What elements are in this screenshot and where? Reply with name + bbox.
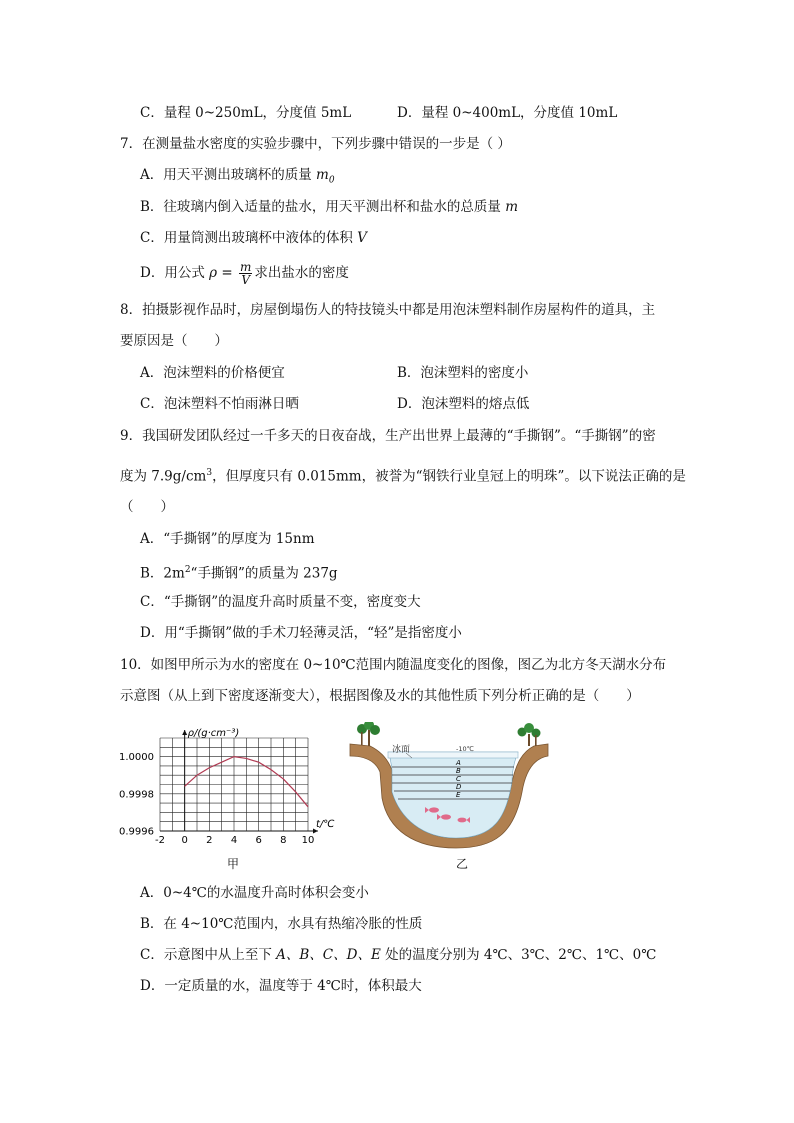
q8-option-c: C．泡沫塑料不怕雨淋日晒 [140,396,299,412]
tree-icon [357,722,380,746]
x-tick-label: 6 [255,835,262,846]
q7-option-b-text: B．往玻璃内倒入适量的盐水，用天平测出杯和盐水的总质量 [140,199,506,215]
q9-option-b-exponent: 2 [184,565,191,575]
q7-option-a [140,166,335,190]
q9-option-c: C．“手撕钢”的温度升高时质量不变，密度变大 [140,594,421,610]
chart-axes [160,730,318,834]
x-tick-label: 8 [280,835,287,846]
q7-option-d-suffix: 求出盐水的密度 [254,265,349,281]
q10-option-d: D．一定质量的水，温度等于 4℃时，体积最大 [140,978,422,994]
q7-option-d-prefix: D．用公式 [140,265,210,281]
lake-diagram [348,722,550,852]
q8-stem-line2: 要原因是（ ） [120,333,228,349]
q9-density-exponent: 3 [206,468,213,478]
q7-option-a-symbol: m [316,167,329,183]
tree-icon [518,723,541,746]
q9-stem-line2-rest: ，但厚度只有 0.015mm，被誉为“钢铁行业皇冠上的明珠”。以下说法正确的是 [212,468,686,485]
q10-option-a: A．0~4℃的水温度升高时体积会变小 [140,885,369,901]
q7-option-c-text: C．用量筒测出玻璃杯中液体的体积 [140,230,358,246]
q8-option-d: D．泡沫塑料的熔点低 [397,396,530,412]
q7-option-a-subscript: 0 [328,175,335,186]
q7-option-c-symbol: V [357,230,367,246]
x-tick-label: 2 [206,835,213,846]
fraction-numerator: m [239,260,252,274]
air-temperature-label: -10℃ [456,745,474,753]
q7-stem: 7．在测量盐水密度的实验步骤中，下列步骤中错误的一步是（ ） [120,136,511,152]
q7-option-d-fraction [239,261,252,286]
q9-stem-line1: 9．我国研发团队经过一千多天的日夜奋战，生产出世界上最薄的“手撕钢”。“手撕钢”的密 [120,428,656,444]
fraction-denominator: V [241,273,250,287]
q10-option-b: B．在 4~10℃范围内，水具有热缩冷胀的性质 [140,916,423,932]
density-temperature-chart [118,728,358,846]
q9-option-a: A．“手撕钢”的厚度为 15nm [140,531,315,547]
q9-option-d: D．用“手撕钢”做的手术刀轻薄灵活，“轻”是指密度小 [140,625,462,641]
y-tick-label: 0.9998 [119,789,154,801]
y-tick-label: 1.0000 [119,752,154,764]
q6-option-c: C．量程 0~250mL，分度值 5mL [140,105,352,121]
layer-label-a: A [456,759,461,767]
q9-stem-line2 [120,464,686,486]
x-tick-label: 10 [301,835,315,846]
figure-jia-caption: 甲 [227,857,240,871]
q7-option-b [140,198,518,216]
q8-stem-line1: 8．拍摄影视作品时，房屋倒塌伤人的特技镜头中都是用泡沫塑料制作房屋构件的道具，主 [120,302,656,318]
figure-yi-caption: 乙 [456,857,469,871]
chart-x-axis-label: t/℃ [316,819,335,830]
q9-option-b [140,561,338,583]
chart-y-axis-label: ρ/(g·cm⁻³) [187,728,240,739]
chart-grid [160,738,308,831]
q6-option-d: D．量程 0~400mL，分度值 10mL [397,105,618,121]
layer-label-e: E [456,791,461,799]
layer-label-b: B [456,767,461,775]
x-tick-label: 0 [181,835,188,846]
q9-density-text: 度为 7.9g/cm [120,468,207,485]
q10-option-c-text: C．示意图中从上至下 [140,947,277,963]
q8-option-b: B．泡沫塑料的密度小 [397,365,529,381]
q9-option-b-rest: “手撕钢”的质量为 237g [190,565,338,582]
q10-option-c-letters: A、B、C、D、E [276,947,381,963]
q9-stem-line3: （ ） [120,499,174,515]
layer-label-d: D [456,783,462,791]
q7-option-c [140,229,367,247]
layer-label-c: C [456,775,461,783]
ice-surface-label: 冰面 [392,745,411,755]
q8-option-a: A．泡沫塑料的价格便宜 [140,365,285,381]
y-tick-label: 0.9996 [119,826,154,838]
q7-option-b-symbol: m [505,199,519,215]
q9-option-b-text: B．2m [140,565,185,582]
q10-stem-line2: 示意图（从上到下密度逐渐变大），根据图像及水的其他性质下列分析正确的是（ ） [120,688,640,704]
q10-stem-line1: 10．如图甲所示为水的密度在 0~10℃范围内随温度变化的图像，图乙为北方冬天湖水分布 [120,657,667,673]
q7-option-d [140,258,349,288]
y-axis-arrow [182,730,187,735]
x-tick-label: 4 [230,835,238,846]
q7-option-a-text: A．用天平测出玻璃杯的质量 [140,167,317,183]
q7-option-d-rho: ρ = [209,265,237,281]
q10-option-c-rest: 处的温度分别为 4℃、3℃、2℃、1℃、0℃ [380,947,657,963]
q10-option-c [140,946,656,964]
x-tick-label: -2 [155,835,165,846]
